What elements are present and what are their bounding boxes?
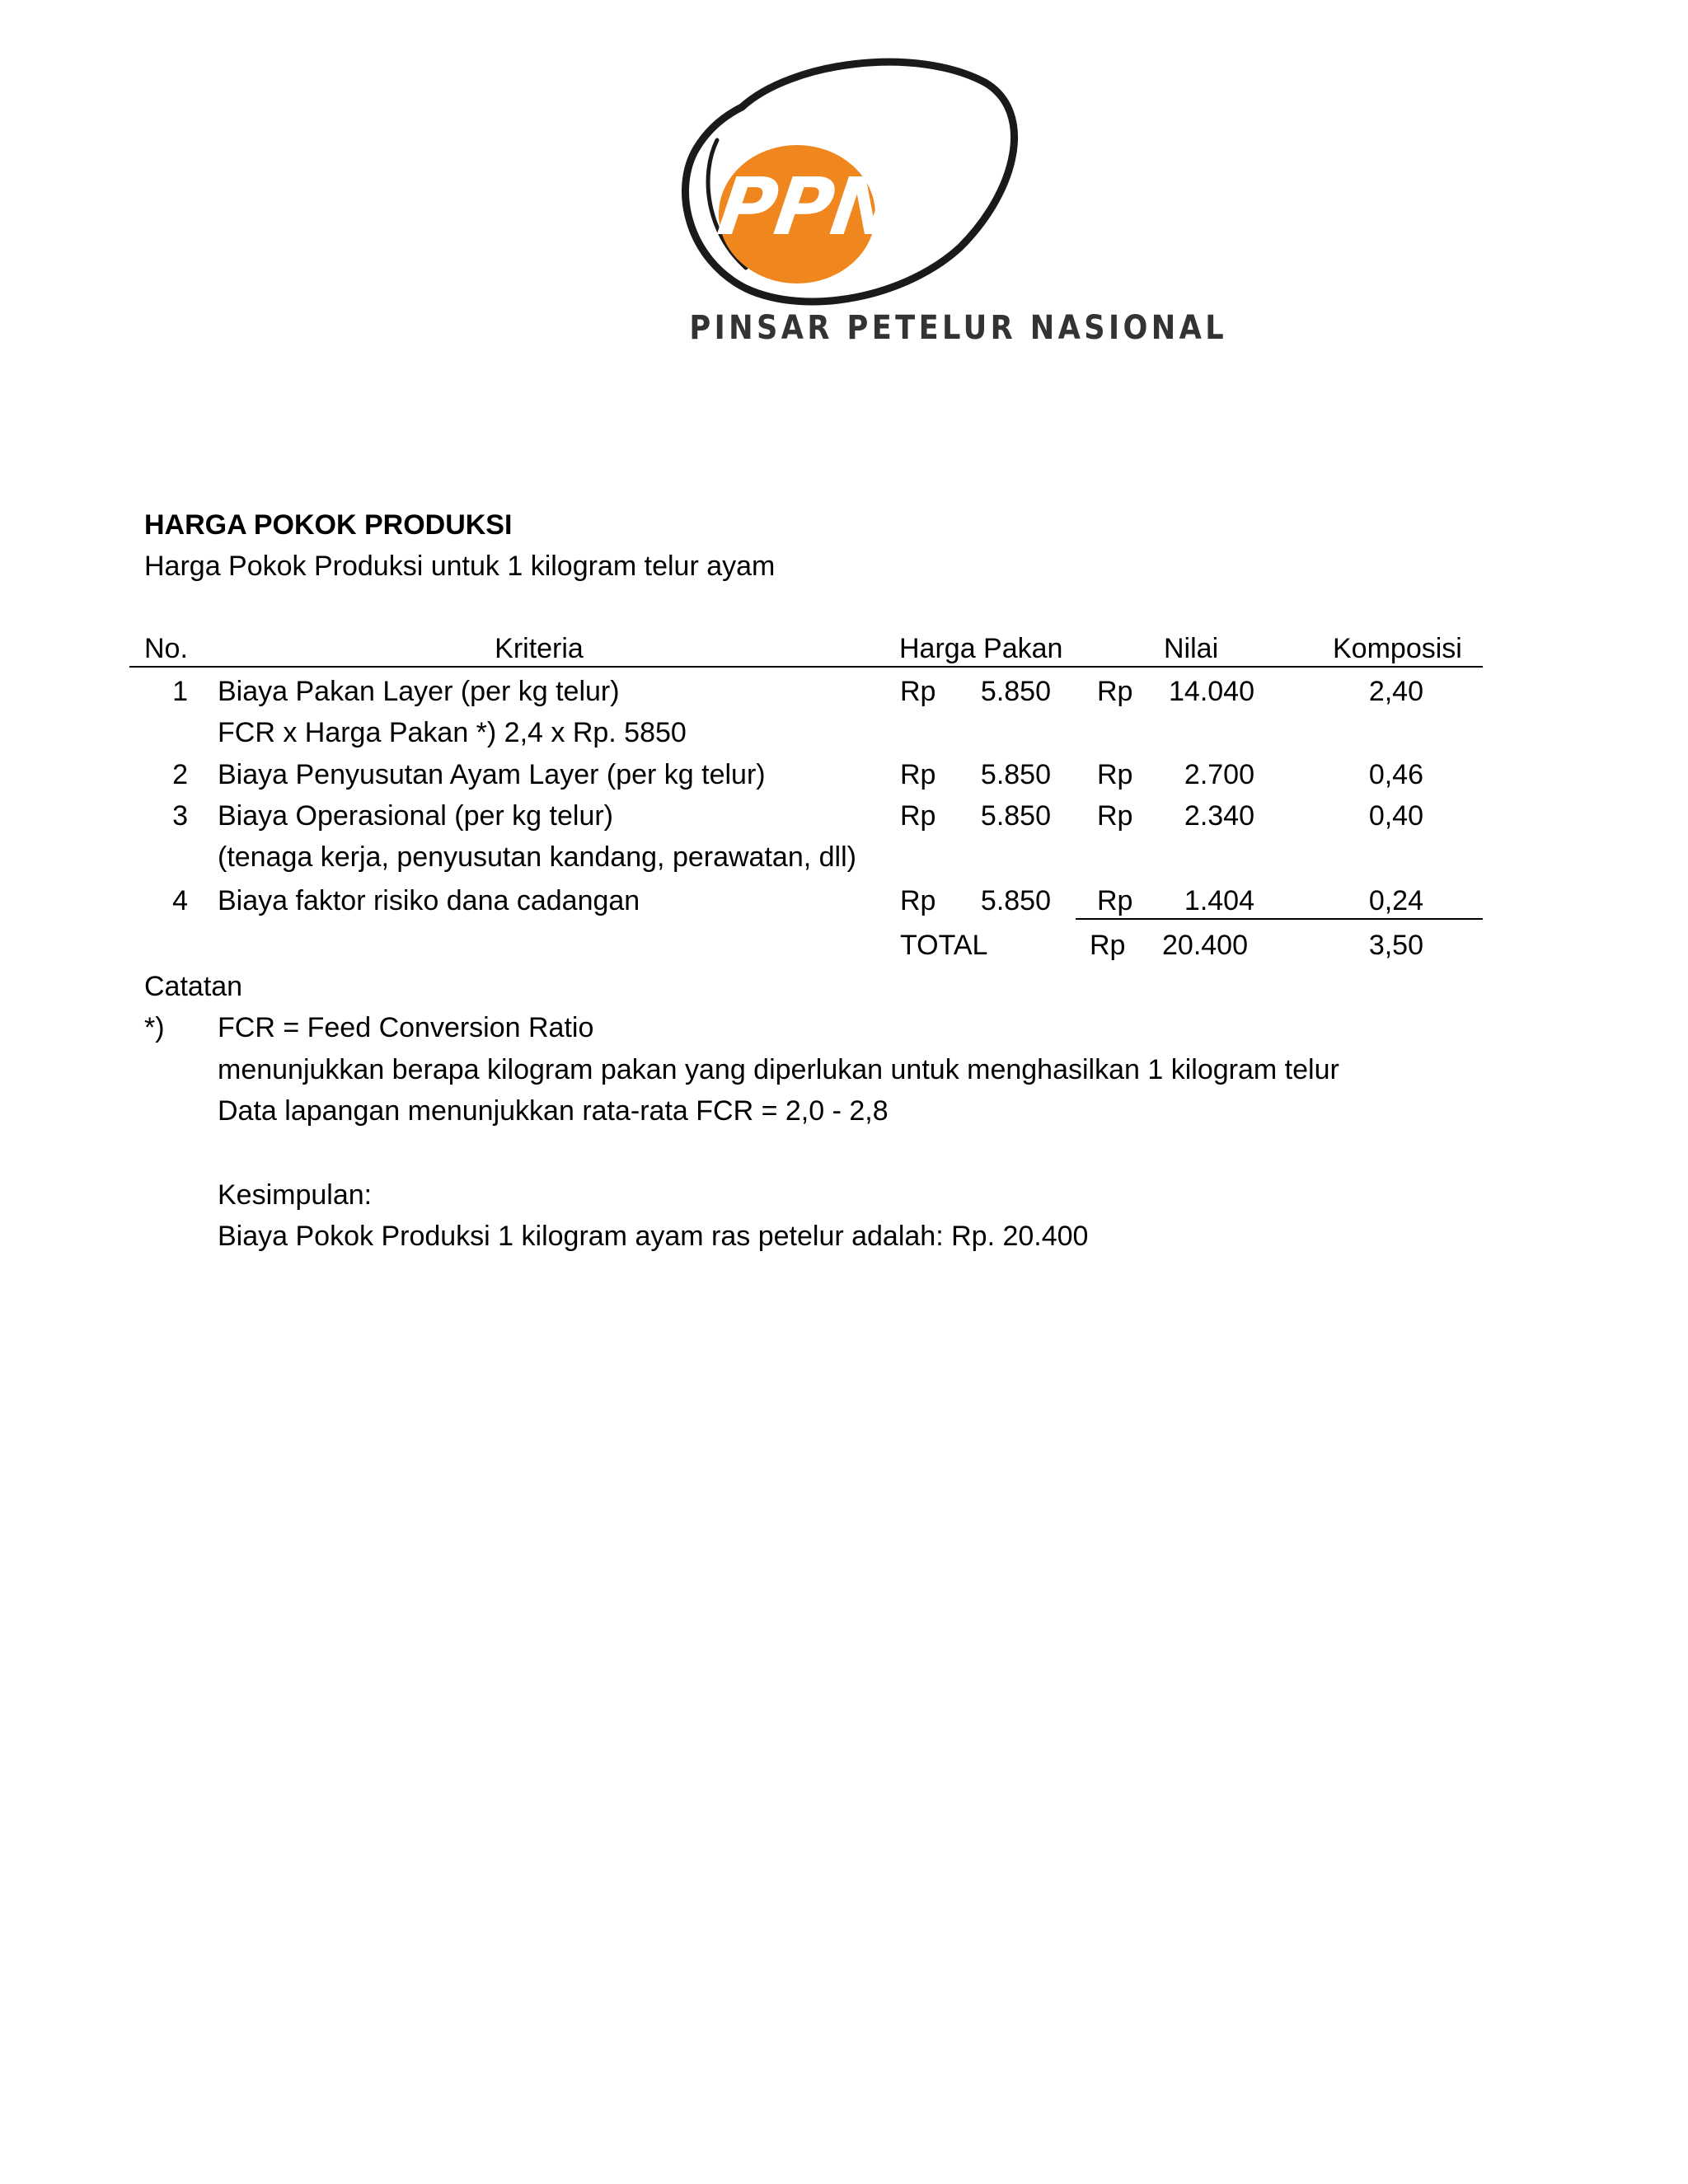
- kesimpulan-label: Kesimpulan:: [218, 1179, 373, 1211]
- row-4-rp-nilai: Rp: [1097, 885, 1133, 916]
- catatan-label: Catatan: [144, 971, 243, 1002]
- row-1-rp-harga: Rp: [900, 676, 936, 707]
- row-3-nilai: 2.340: [1184, 800, 1254, 832]
- header-divider: [129, 666, 1483, 668]
- row-1-komposisi: 2,40: [1368, 676, 1423, 707]
- row-3-rp-harga: Rp: [900, 800, 936, 832]
- row-1-harga: 5.850: [980, 676, 1051, 707]
- catatan-line-1: FCR = Feed Conversion Ratio: [218, 1012, 594, 1043]
- row-3-harga: 5.850: [980, 800, 1051, 832]
- row-3-komposisi: 0,40: [1368, 800, 1423, 832]
- row-4-no: 4: [172, 885, 188, 916]
- row-3-note: (tenaga kerja, penyusutan kandang, perawatan, dll): [218, 841, 856, 873]
- row-4-rp-harga: Rp: [900, 885, 936, 916]
- row-1-no: 1: [172, 676, 188, 707]
- row-1-rp-nilai: Rp: [1097, 676, 1133, 707]
- header-kriteria: Kriteria: [495, 633, 584, 664]
- row-3-kriteria: Biaya Operasional (per kg telur): [218, 800, 614, 832]
- catatan-line-2: menunjukkan berapa kilogram pakan yang diperlukan untuk menghasilkan 1 kilogram telur: [218, 1054, 1339, 1085]
- row-2-no: 2: [172, 759, 188, 790]
- row-4-komposisi: 0,24: [1368, 885, 1423, 916]
- total-nilai: 20.400: [1162, 930, 1248, 961]
- catatan-marker: *): [144, 1012, 165, 1043]
- header-harga-pakan: Harga Pakan: [899, 633, 1063, 664]
- total-label: TOTAL: [900, 930, 988, 961]
- total-komposisi: 3,50: [1368, 930, 1423, 961]
- row-4-harga: 5.850: [980, 885, 1051, 916]
- row-4-nilai: 1.404: [1184, 885, 1254, 916]
- logo-company-name: PINSAR PETELUR NASIONAL: [689, 309, 1228, 347]
- row-2-komposisi: 0,46: [1368, 759, 1423, 790]
- row-2-nilai: 2.700: [1184, 759, 1254, 790]
- row-2-rp-harga: Rp: [900, 759, 936, 790]
- row-1-note: FCR x Harga Pakan *) 2,4 x Rp. 5850: [218, 717, 687, 748]
- kesimpulan-text: Biaya Pokok Produksi 1 kilogram ayam ras petelur adalah: Rp. 20.400: [218, 1221, 1089, 1252]
- row-2-kriteria: Biaya Penyusutan Ayam Layer (per kg telur): [218, 759, 766, 790]
- row-1-nilai: 14.040: [1169, 676, 1254, 707]
- row-4-kriteria: Biaya faktor risiko dana cadangan: [218, 885, 640, 916]
- catatan-line-3: Data lapangan menunjukkan rata-rata FCR = 2,0 - 2,8: [218, 1095, 889, 1127]
- total-divider: [1076, 918, 1483, 920]
- row-1-kriteria: Biaya Pakan Layer (per kg telur): [218, 676, 620, 707]
- row-3-no: 3: [172, 800, 188, 832]
- row-2-harga: 5.850: [980, 759, 1051, 790]
- logo-mark: PPN: [712, 161, 903, 253]
- page-title: HARGA POKOK PRODUKSI: [144, 509, 513, 541]
- total-rp: Rp: [1090, 930, 1126, 961]
- header-nilai: Nilai: [1164, 633, 1219, 664]
- header-komposisi: Komposisi: [1333, 633, 1462, 664]
- page-subtitle: Harga Pokok Produksi untuk 1 kilogram telur ayam: [144, 551, 776, 582]
- row-2-rp-nilai: Rp: [1097, 759, 1133, 790]
- header-no: No.: [144, 633, 188, 664]
- row-3-rp-nilai: Rp: [1097, 800, 1133, 832]
